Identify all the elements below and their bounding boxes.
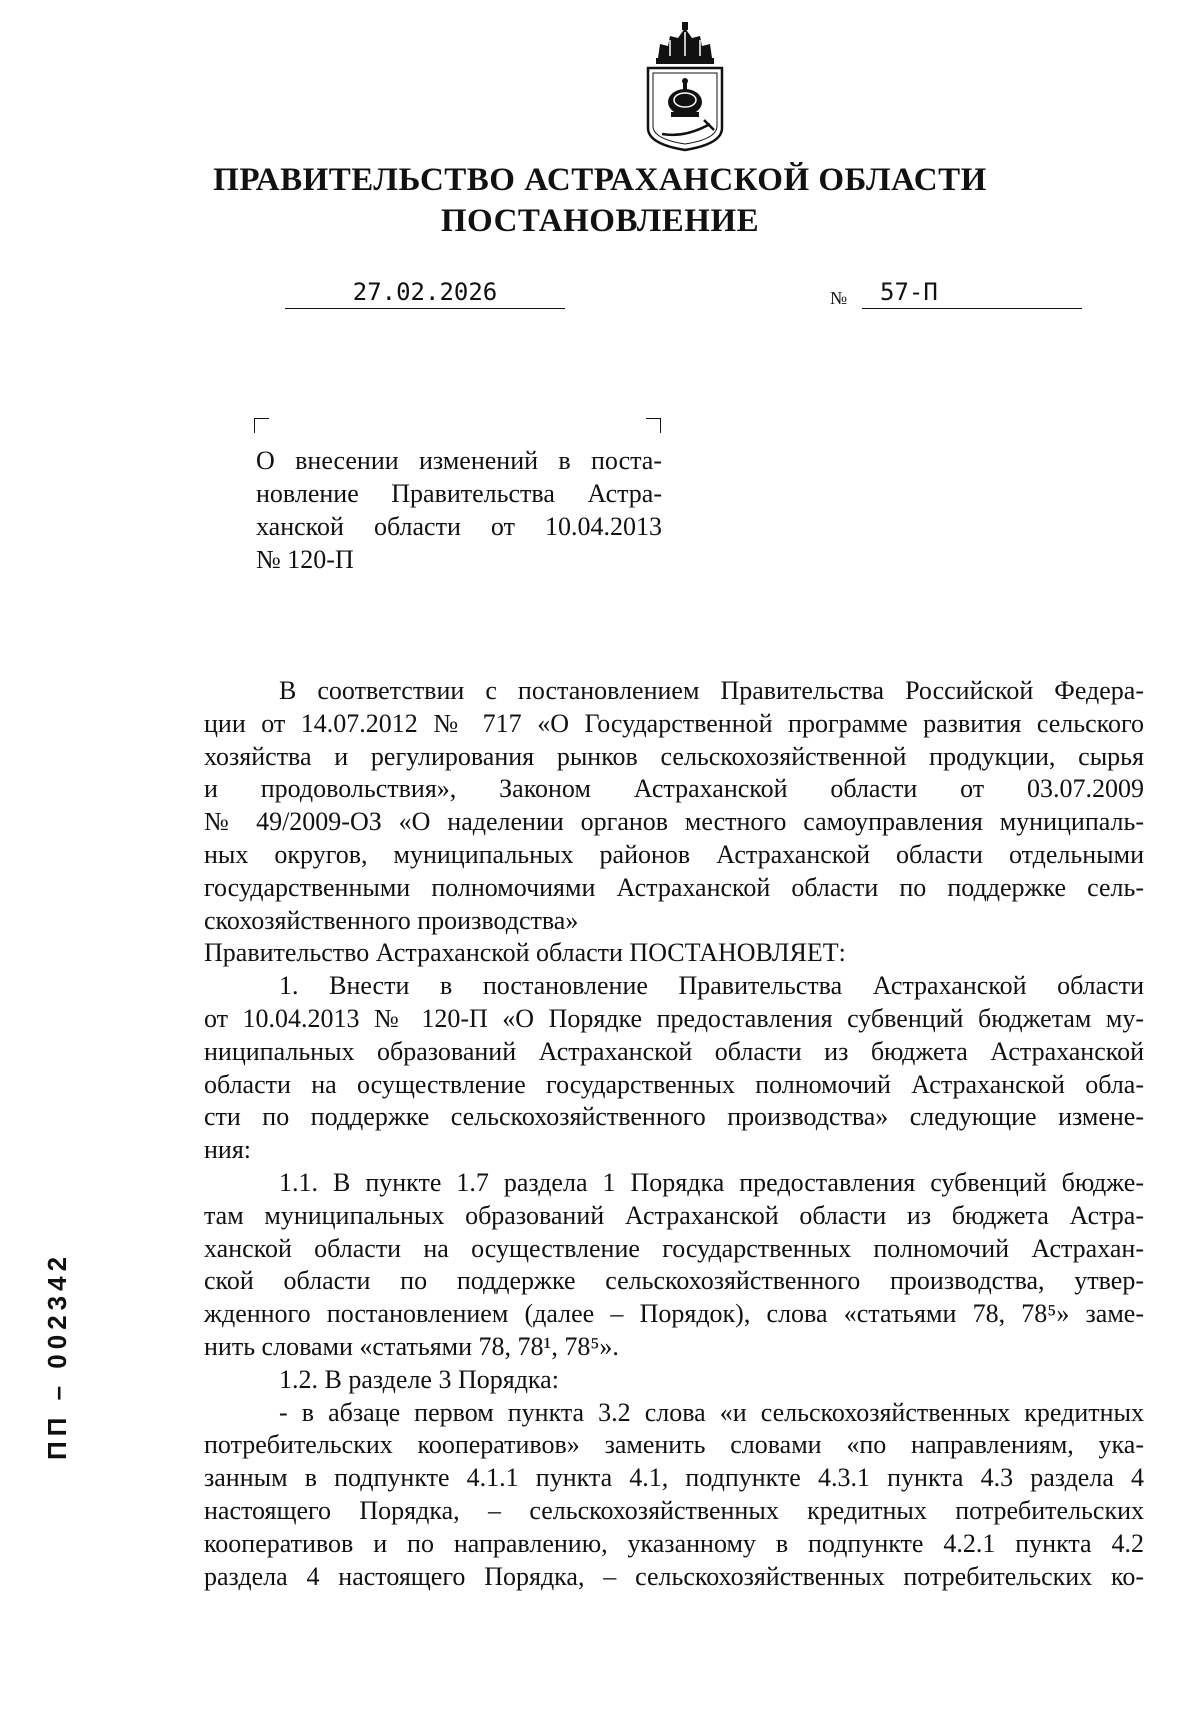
body-line: ции от 14.07.2012 № 717 «О Государственной программе развития сельского bbox=[204, 708, 1144, 738]
body-line: раздела 4 настоящего Порядка, – сельскохозяйственных потребительских ко- bbox=[204, 1561, 1144, 1591]
margin-registration-code: ПП – 002342 bbox=[42, 1251, 72, 1460]
subject-line: новление Правительства Астра- bbox=[256, 479, 662, 508]
document-subject bbox=[256, 444, 662, 576]
subject-line: ханской области от 10.04.2013 bbox=[256, 512, 662, 541]
body-line: хозяйства и регулирования рынков сельскохозяйственной продукции, сырья bbox=[204, 741, 1144, 771]
body-line: области на осуществление государственных полномочий Астраханской обла- bbox=[204, 1069, 1144, 1099]
body-line: сти по поддержке сельскохозяйственного производства» следующие измене- bbox=[204, 1102, 1144, 1132]
body-line: кооперативов и по направлению, указанному в подпункте 4.2.1 пункта 4.2 bbox=[204, 1528, 1144, 1558]
body-line: потребительских кооперативов» заменить словами «по направлениям, ука- bbox=[204, 1430, 1144, 1460]
document-date: 27.02.2026 bbox=[285, 278, 565, 309]
body-line: настоящего Порядка, – сельскохозяйственных кредитных потребительских bbox=[204, 1495, 1144, 1525]
body-line: Правительство Астраханской области ПОСТАНОВЛЯЕТ: bbox=[204, 938, 846, 968]
subject-line: О внесении изменений в поста- bbox=[256, 446, 662, 475]
coat-of-arms-icon bbox=[640, 20, 730, 155]
subject-corner-right bbox=[646, 418, 661, 433]
body-line: В соответствии с постановлением Правительства Российской Федера- bbox=[279, 676, 1144, 705]
subject-corner-left bbox=[254, 418, 269, 433]
subject-line: № 120-П bbox=[256, 545, 354, 574]
body-line: там муниципальных образований Астраханской области из бюджета Астра- bbox=[204, 1200, 1144, 1230]
body-line: скохозяйственного производства» bbox=[204, 905, 579, 935]
body-line: от 10.04.2013 № 120-П «О Порядке предоставления субвенций бюджетам му- bbox=[204, 1003, 1144, 1033]
body-line: ханской области на осуществление государственных полномочий Астрахан- bbox=[204, 1233, 1144, 1263]
document-type-title: ПОСТАНОВЛЕНИЕ bbox=[440, 203, 760, 239]
body-line: жденного постановлением (далее – Порядок), слова «статьями 78, 78⁵» заме- bbox=[204, 1299, 1144, 1329]
body-line: 1. Внести в постановление Правительства Астраханской области bbox=[279, 971, 1144, 1001]
body-line: № 49/2009-ОЗ «О наделении органов местного самоуправления муниципаль- bbox=[204, 807, 1144, 837]
document-body bbox=[204, 675, 1144, 1593]
body-line: 1.2. В разделе 3 Порядка: bbox=[279, 1364, 559, 1394]
body-line: ской области по поддержке сельскохозяйственного производства, утвер- bbox=[204, 1266, 1144, 1296]
body-line: государственными полномочиями Астраханской области по поддержке сель- bbox=[204, 872, 1144, 902]
body-line: 1.1. В пункте 1.7 раздела 1 Порядка предоставления субвенций бюдже- bbox=[279, 1167, 1144, 1197]
body-line: нить словами «статьями 78, 78¹, 78⁵». bbox=[204, 1331, 619, 1361]
body-line: и продовольствия», Законом Астраханской области от 03.07.2009 bbox=[204, 774, 1144, 804]
government-title: ПРАВИТЕЛЬСТВО АСТРАХАНСКОЙ ОБЛАСТИ bbox=[213, 162, 987, 198]
body-line: - в абзаце первом пункта 3.2 слова «и сельскохозяйственных кредитных bbox=[279, 1397, 1144, 1427]
number-sign: № bbox=[830, 288, 848, 308]
body-line: ных округов, муниципальных районов Астраханской области отдельными bbox=[204, 839, 1144, 869]
body-line: ниципальных образований Астраханской области из бюджета Астраханской bbox=[204, 1036, 1144, 1066]
document-number: 57-П bbox=[862, 278, 1082, 309]
body-line: ния: bbox=[204, 1135, 252, 1165]
body-line: занным в подпункте 4.1.1 пункта 4.1, подпункте 4.3.1 пункта 4.3 раздела 4 bbox=[204, 1463, 1144, 1493]
